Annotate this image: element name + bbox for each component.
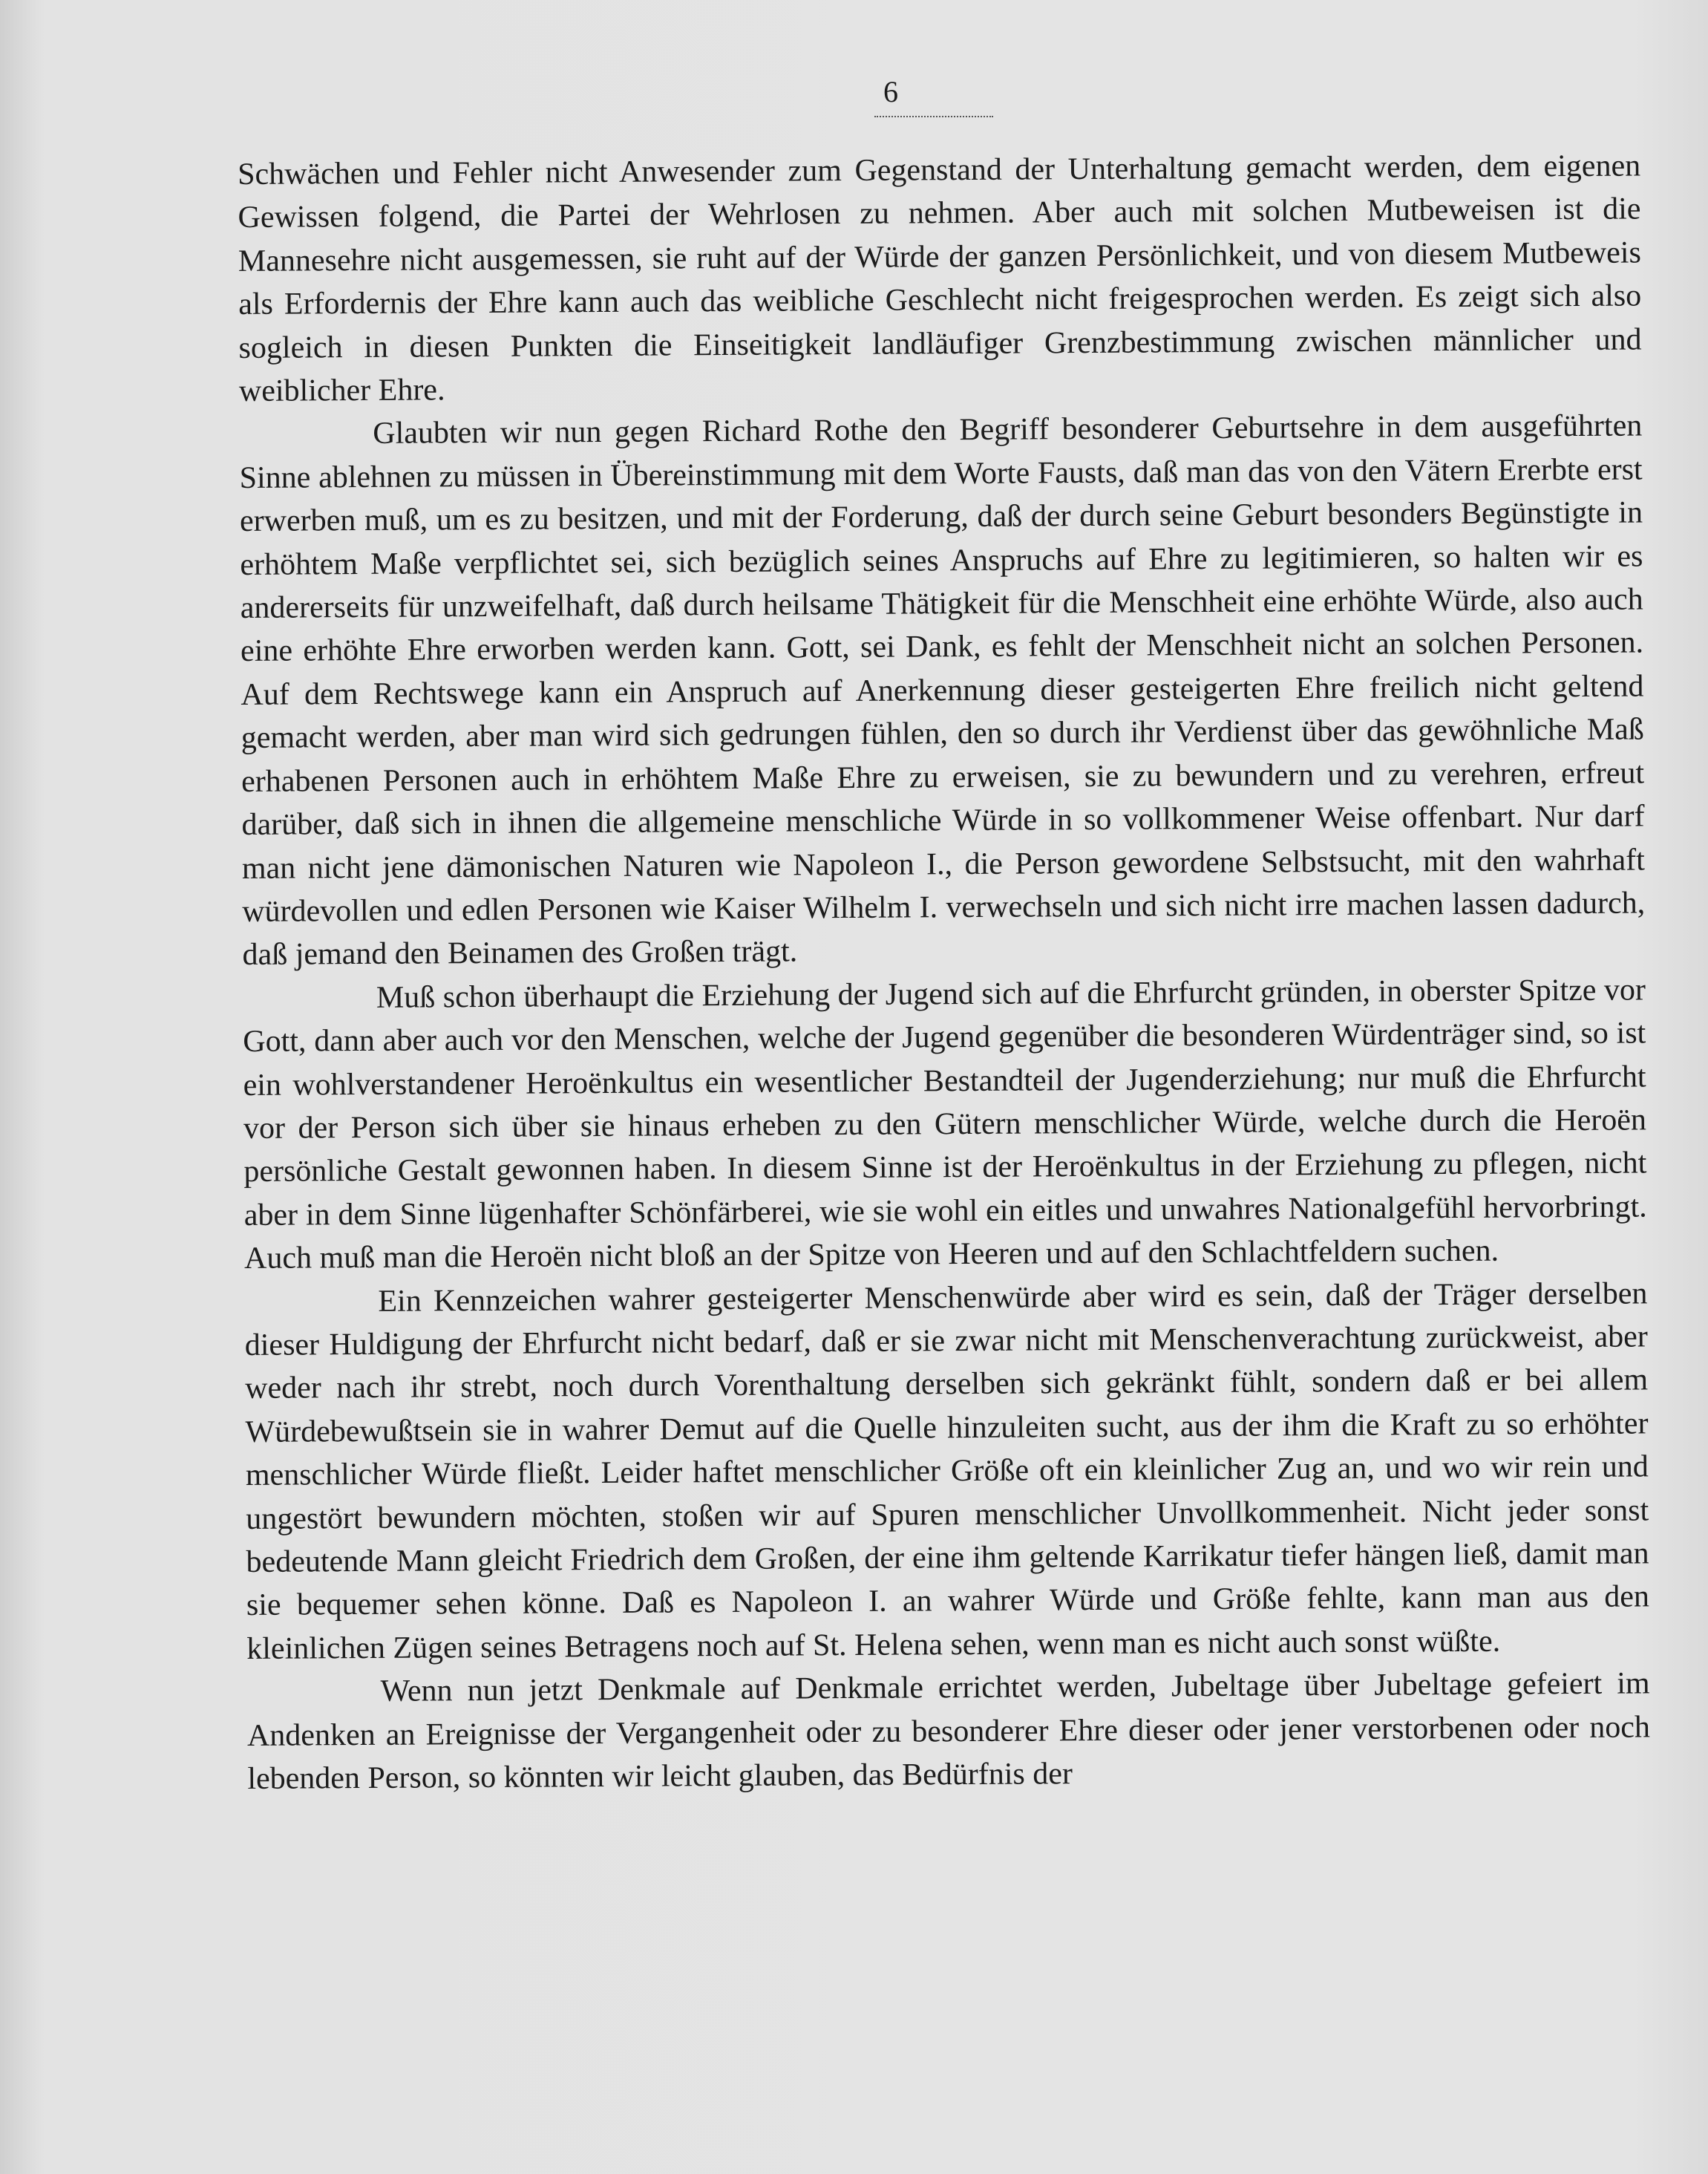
paragraph-2: Glaubten wir nun gegen Richard Rothe den Begriff besonderer Geburtsehre in dem ausgeführten Sinne ablehnen zu müssen in Übereinstimmung mit dem Worte Fausts, daß man das von den Vätern Ererbte erst erwerben muß, um es zu besitzen, und mit der Forderung, daß der durch seine Geburt besonders Begünstigte in erhöhtem Maße verpflichtet sei, sich bezüglich seines Anspruchs auf Ehre zu legitimieren, so halten wir es andererseits für unzweifelhaft, daß durch heilsame Thätigkeit für die Menschheit eine erhöhte Würde, also auch eine erhöhte Ehre erworben werden kann. Gott, sei Dank, es fehlt der Menschheit nicht an solchen Personen. Auf dem Rechtswege kann ein Anspruch auf Anerkennung dieser gesteigerten Ehre freilich nicht geltend gemacht werden, aber man wird sich gedrungen fühlen, den so durch ihr Verdienst über das gewöhnliche Maß erhabenen Personen auch in erhöhtem Maße Ehre zu erweisen, sie zu bewundern und zu verehren, erfreut darüber, daß sich in ihnen die allgemeine menschliche Würde in so vollkommener Weise offenbart. Nur darf man nicht jene dämonischen Naturen wie Napoleon I., die Person gewordene Selbstsucht, mit den wahrhaft würdevollen und edlen Personen wie Kaiser Wilhelm I. verwechseln und sich nicht irre machen lassen dadurch, daß jemand den Beinamen des Großen trägt. — [239, 408, 1646, 973]
body-text — [238, 144, 1651, 1801]
paragraph-5: Wenn nun jetzt Denkmale auf Denkmale errichtet werden, Jubeltage über Jubeltage gefeiert im Andenken an Ereignisse der Vergangenheit oder zu besonderer Ehre dieser oder jener verstorbenen oder noch lebenden Person, so könnten wir leicht glauben, das Bedürfnis der — [246, 1666, 1651, 1796]
page-number-ornament — [874, 111, 993, 117]
page-number: 6 — [883, 75, 898, 108]
paragraph-3: Muß schon überhaupt die Erziehung der Jugend sich auf die Ehrfurcht gründen, in oberster Spitze vor Gott, dann aber auch vor den Menschen, welche der Jugend gegenüber die besonderen Würdenträger sind, so ist ein wohlverstandener Heroënkultus ein wesentlicher Bestandteil der Jugenderziehung; nur muß die Ehrfurcht vor der Person sich über sie hinaus erheben zu den Gütern menschlicher Würde, welche durch die Heroën persönliche Gestalt gewonnen haben. In diesem Sinne ist der Heroënkultus in der Erziehung zu pflegen, nicht aber in dem Sinne lügenhafter Schönfärberei, wie sie wohl ein eitles und unwahres Nationalgefühl hervorbringt. Auch muß man die Heroën nicht bloß an der Spitze von Heeren und auf den Schlachtfeldern suchen. — [243, 973, 1647, 1276]
paragraph-1: Schwächen und Fehler nicht Anwesender zum Gegenstand der Unterhaltung gemacht werden, dem eigenen Gewissen folgend, die Partei der Wehrlosen zu nehmen. Aber auch mit solchen Mutbeweisen ist die Mannesehre nicht ausgemessen, sie ruht auf der Würde der ganzen Persönlichkeit, und von diesem Mutbeweis als Erfordernis der Ehre kann auch das weibliche Geschlecht nicht freigesprochen werden. Es zeigt sich also sogleich in diesen Punkten die Einseitigkeit landläufiger Grenzbestimmung zwischen männlicher und weiblicher Ehre. — [238, 148, 1642, 409]
paragraph-4: Ein Kennzeichen wahrer gesteigerter Menschenwürde aber wird es sein, daß der Träger derselben dieser Huldigung der Ehrfurcht nicht bedarf, daß er sie zwar nicht mit Menschenverachtung zurückweist, aber weder nach ihr strebt, noch durch Vorenthaltung derselben sich gekränkt fühlt, sondern daß er bei allem Würdebewußtsein sie in wahrer Demut auf die Quelle hinzuleiten sucht, aus der ihm die Kraft zu so erhöhter menschlicher Würde fließt. Leider haftet menschlicher Größe oft ein kleinlicher Zug an, und wo wir rein und ungestört bewundern möchten, stoßen wir auf Spuren menschlicher Unvollkommenheit. Nicht jeder sonst bedeutende Mann gleicht Friedrich dem Großen, der eine ihm geltende Karrikatur tiefer hängen ließ, damit man sie bequemer sehen könne. Daß es Napoleon I. an wahrer Würde und Größe fehlte, kann man aus den kleinlichen Zügen seines Betragens noch auf St. Helena sehen, wenn man es nicht auch sonst wüßte. — [244, 1276, 1650, 1666]
